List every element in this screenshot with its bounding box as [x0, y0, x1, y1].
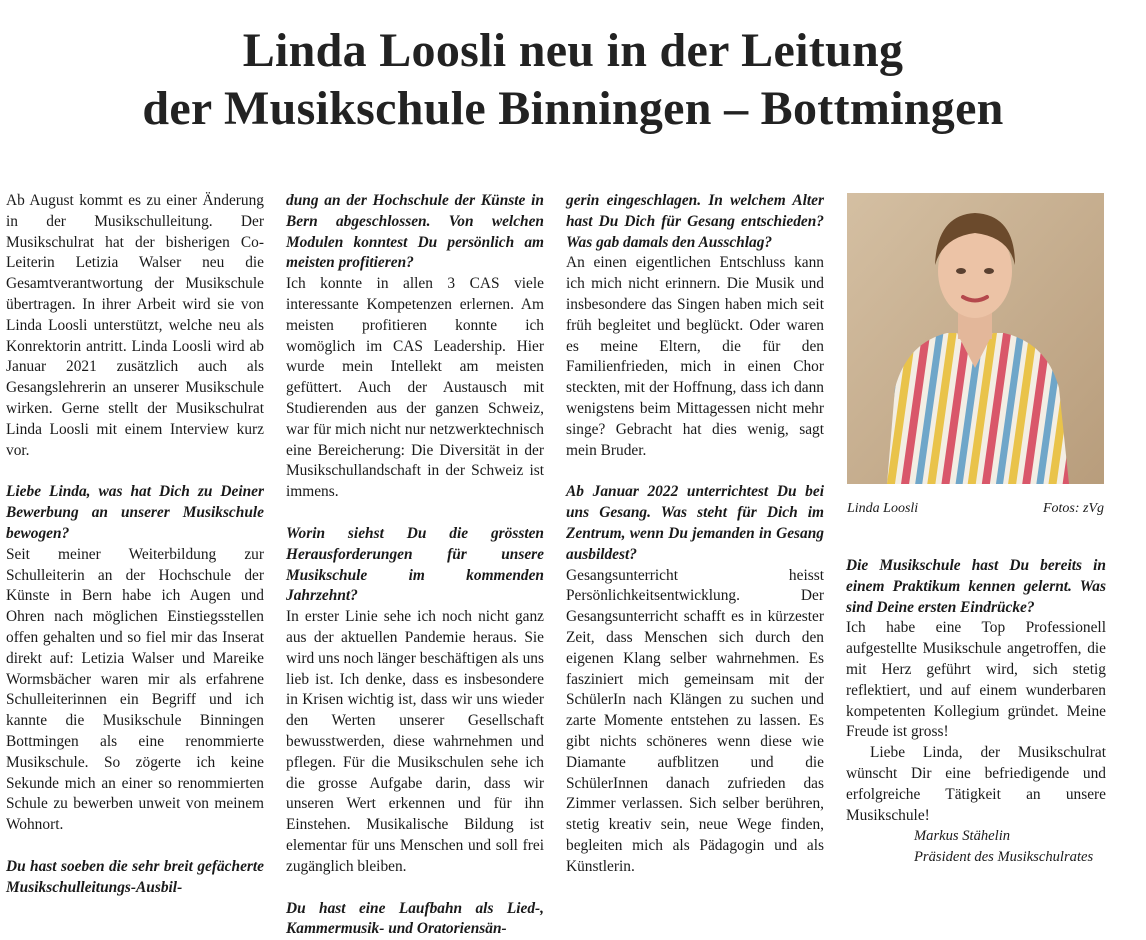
- headline-line-2: der Musikschule Binningen – Bottmingen: [142, 82, 1003, 135]
- interview-answer: Ich habe eine Top Professionell aufgestellte Musikschule angetroffen, die mit Herz geführt wird, sich stetig reflektiert, und auf einem wunderbaren kompetenten Kollegium gründet. Meine Freude ist gross!: [846, 618, 1106, 743]
- interview-question: Ab Januar 2022 unterrichtest Du bei uns Gesang. Was steht für Dich im Zentrum, wenn Du jemanden in Gesang ausbildest?: [566, 482, 824, 565]
- interview-answer: Ich konnte in allen 3 CAS viele interessante Kompetenzen erlernen. Am meisten profitieren konnte ich womöglich im CAS Leadership. Hier wurde mein Intellekt am meisten gefüttert. Auch der Austausch mit Studierenden aus der ganzen Schweiz, war für mich nicht nur netzwerktechnisch eine Bereicherung: Die Diversität in der Musikschullandschaft in der Schweiz ist immens.: [286, 274, 544, 503]
- signature-name: Markus Stähelin: [914, 826, 1106, 847]
- article-column-1: [6, 191, 264, 899]
- article-column-4: [846, 556, 1106, 868]
- interview-answer: In erster Linie sehe ich noch nicht ganz aus der aktuellen Pandemie heraus. Sie wird uns noch länger beschäftigen als uns lieb ist. Ich denke, dass es insbesondere in Krisen wichtig ist, dass wir uns wieder den Werten unserer Gesellschaft bewusstwerden, diese wahrnehmen und pflegen. Für die Musikschulen sehe ich die grosse Aufgabe darin, dass wir unseren Wert erkennen und für ihn Einstehen. Musikalische Bildung ist elementar für uns Menschen und soll frei zugänglich bleiben.: [286, 607, 544, 877]
- interview-answer: Gesangsunterricht heisst Persönlichkeitsentwicklung. Der Gesangsunterricht schafft es in kürzester Zeit, dass Menschen sich durch den eigenen Klang selber wahrnehmen. Es fasziniert mich gemeinsam mit der SchülerIn nach Klängen zu suchen und zarte Momente entstehen zu lassen. Es gibt nichts schöneres wenn diese wie Diamante aufblitzen und die SchülerInnen danach zufrieden das Zimmer verlassen. Sich selber berühren, stetig kreativ sein, neue Wege finden, begleiten mich als Pädagogin und als Künstlerin.: [566, 566, 824, 878]
- article-headline: [0, 22, 1146, 138]
- signature-title: Präsident des Musikschulrates: [914, 847, 1106, 868]
- interview-question: Die Musikschule hast Du bereits in einem Praktikum kennen gelernt. Was sind Deine ersten Eindrücke?: [846, 556, 1106, 618]
- interview-question: dung an der Hochschule der Künste in Bern abgeschlossen. Von welchen Modulen konntest Du persönlich am meisten profitieren?: [286, 191, 544, 274]
- portrait-photo: [847, 193, 1104, 484]
- interview-question: Liebe Linda, was hat Dich zu Deiner Bewerbung an unserer Musikschule bewogen?: [6, 482, 264, 544]
- intro-paragraph: Ab August kommt es zu einer Änderung in der Musikschulleitung. Der Musikschulrat hat der bisherigen Co-Leiterin Letizia Walser neu die Gesamtverantwortung der Musikschule übertragen. In ihrer Arbeit wird sie von Linda Loosli unterstützt, welche neu als Konrektorin antritt. Linda Loosli wird ab Januar 2021 zusätzlich auch als Gesangslehrerin an unserer Musikschule wirken. Gerne stellt der Musikschulrat Linda Loosli mit einem Interview kurz vor.: [6, 191, 264, 461]
- caption-credit: Fotos: zVg: [1043, 500, 1104, 518]
- interview-question: Worin siehst Du die grössten Herausforderungen für unsere Musikschule im kommenden Jahrzehnt?: [286, 524, 544, 607]
- interview-answer: An einen eigentlichen Entschluss kann ich mich nicht erinnern. Die Musik und insbesondere das Singen haben mich seit früh begleitet und beglückt. Oder waren es meine Eltern, die für den Familienfrieden, mich in einen Chor steckten, mit der Hoffnung, dass ich dann wenigstens beim Mittagessen nicht mehr singe? Gebracht hat dies wenig, sagt mein Bruder.: [566, 253, 824, 461]
- interview-question: Du hast soeben die sehr breit gefächerte Musikschulleitungs-Ausbil-: [6, 857, 264, 899]
- interview-question: Du hast eine Laufbahn als Lied-, Kammermusik- und Oratoriensän-: [286, 899, 544, 940]
- interview-answer: Seit meiner Weiterbildung zur Schulleiterin an der Hochschule der Künste in Bern habe ich Augen und Ohren nach möglichen Einstiegsstellen offen gehalten und so fiel mir das Inserat direkt auf: Letizia Walser und Mareike Wormsbächer waren mir als erfahrene Schulleiterinnen ein Begriff und ich kannte die Musikschule Binningen Bottmingen als eine renommierte Musikschule. So zögerte ich keine Sekunde mich an einer so renommierten Schule zu bewerben unweit von meinem Wohnort.: [6, 545, 264, 836]
- closing-paragraph: Liebe Linda, der Musikschulrat wünscht Dir eine befriedigende und erfolgreiche Tätigkeit an unsere Musikschule!: [846, 743, 1106, 826]
- portrait-illustration: [847, 193, 1104, 484]
- article-column-3: [566, 191, 824, 878]
- caption-name: Linda Loosli: [847, 500, 918, 518]
- photo-caption: [847, 500, 1104, 518]
- headline-line-1: Linda Loosli neu in der Leitung: [243, 24, 904, 77]
- article-column-2: [286, 191, 544, 940]
- interview-question: gerin eingeschlagen. In welchem Alter hast Du Dich für Gesang entschieden? Was gab damals den Ausschlag?: [566, 191, 824, 253]
